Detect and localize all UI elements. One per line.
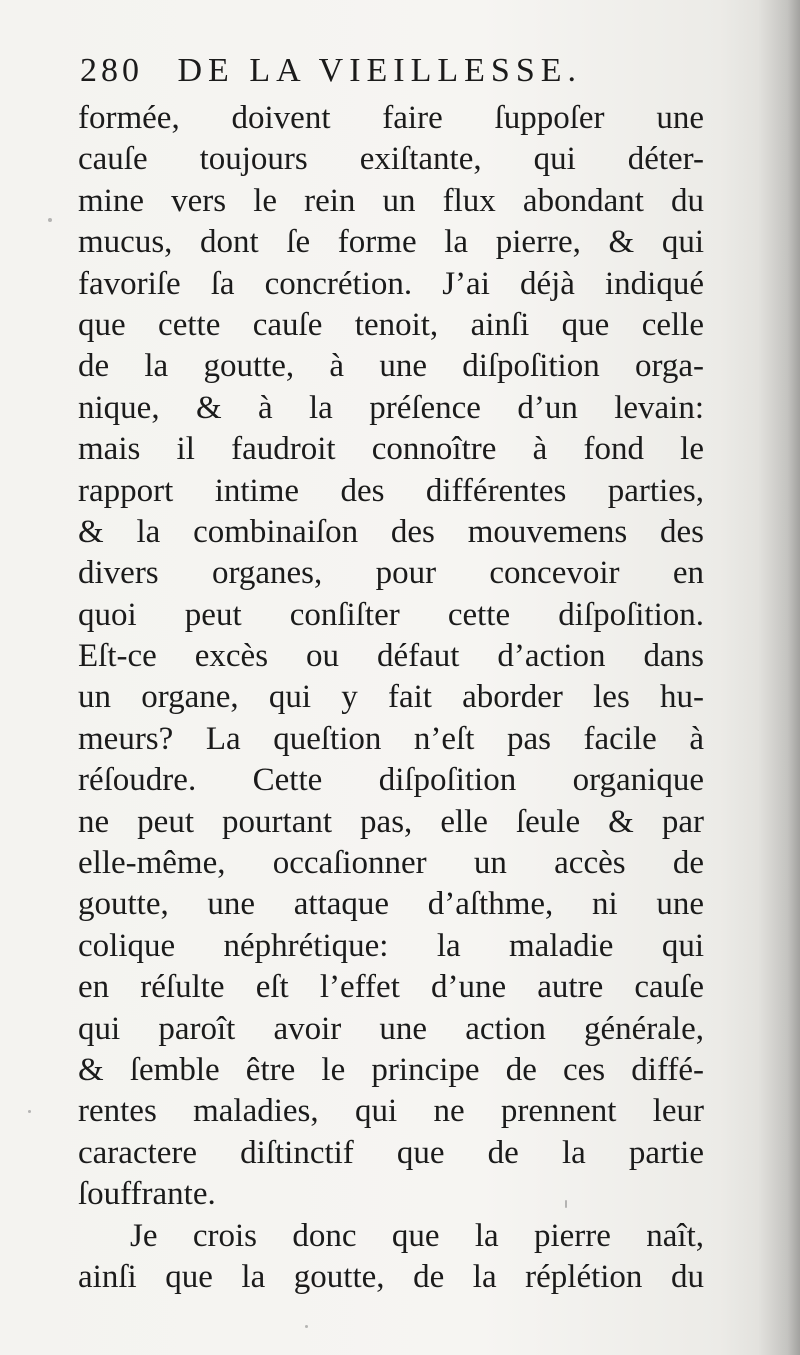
text-line: que cette cauſe tenoit, ainſi que celle — [78, 306, 704, 343]
text-line: quoi peut conſiſter cette diſpoſition. — [78, 596, 704, 633]
text-line: mine vers le rein un flux abondant du — [78, 182, 704, 219]
text-line: colique néphrétique: la maladie qui — [78, 927, 704, 964]
text-line: réſoudre. Cette diſpoſition organique — [78, 762, 704, 799]
text-line: favoriſe ſa concrétion. J’ai déjà indiqué — [78, 265, 704, 302]
text-line: nique, & à la préſence d’un levain: — [78, 389, 704, 426]
text-line: rentes maladies, qui ne prennent leur — [78, 1093, 704, 1130]
paper-speck — [28, 1110, 31, 1113]
text-line: & ſemble être le principe de ces diffé- — [78, 1051, 704, 1088]
text-line: mais il faudroit connoître à fond le — [78, 431, 704, 468]
paragraph-end-line: ſouffrante. — [78, 1176, 216, 1213]
text-line: ainſi que la goutte, de la réplétion du — [78, 1258, 704, 1295]
text-line: & la combinaiſon des mouvemens des — [78, 513, 704, 550]
paper-speck — [305, 1325, 308, 1328]
text-line: un organe, qui y fait aborder les hu- — [78, 679, 704, 716]
paper-speck — [48, 218, 52, 222]
text-line: meurs? La queſtion n’eſt pas facile à — [78, 720, 704, 757]
paragraph-start-line: Je crois donc que la pierre naît, — [130, 1217, 704, 1254]
text-line: cauſe toujours exiſtante, qui déter- — [78, 141, 704, 178]
text-line: formée, doivent faire ſuppoſer une — [78, 100, 704, 136]
text-line: qui paroît avoir une action générale, — [78, 1010, 704, 1047]
running-header — [80, 52, 700, 96]
text-line: Eſt-ce excès ou défaut d’action dans — [78, 638, 704, 675]
text-line: rapport intime des différentes parties, — [78, 472, 704, 509]
text-line: divers organes, pour concevoir en — [78, 555, 704, 592]
text-line: caractere diſtinctif que de la partie — [78, 1134, 704, 1171]
text-block — [78, 98, 704, 1298]
page-edge-shadow — [758, 0, 800, 1355]
text-line: en réſulte eſt l’effet d’une autre cauſe — [78, 969, 704, 1006]
text-line: ne peut pourtant pas, elle ſeule & par — [78, 803, 704, 840]
paper-speck — [565, 1200, 567, 1208]
running-title: DE LA VIEILLESSE. — [177, 52, 583, 89]
text-line: de la goutte, à une diſpoſition orga- — [78, 348, 704, 385]
page-number: 280 — [80, 52, 143, 89]
text-line: goutte, une attaque d’aſthme, ni une — [78, 886, 704, 923]
text-line: elle-même, occaſionner un accès de — [78, 845, 704, 882]
text-line: mucus, dont ſe forme la pierre, & qui — [78, 224, 704, 261]
